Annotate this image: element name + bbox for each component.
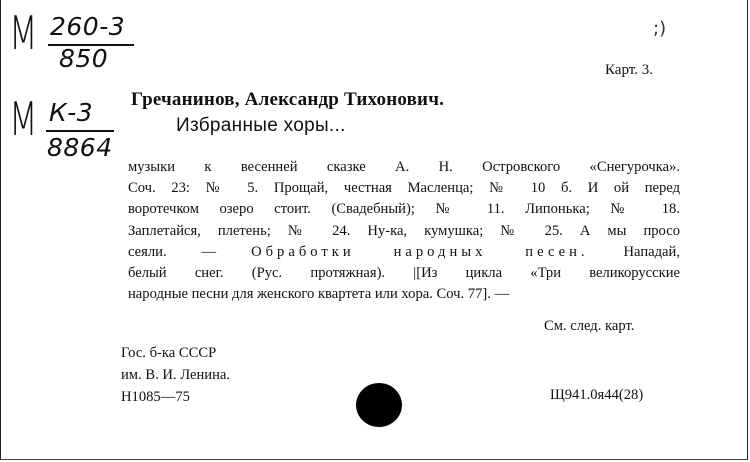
library-name: Гос. б-ка СССР	[121, 345, 217, 361]
description-line: музыки к весенней сказке А. Н. Островского «Снегурочка».	[128, 159, 680, 175]
line-part: Нападай,	[623, 243, 680, 260]
catalog-code: Щ941.0я44(28)	[550, 387, 644, 403]
author-heading: Гречанинов, Александр Тихонович.	[131, 89, 445, 110]
print-code: Н1085—75	[121, 389, 190, 405]
work-title: Избранные хоры...	[176, 115, 346, 136]
shelfmark-letter-2: М	[9, 92, 38, 146]
spaced-heading: Обработки народных песен.	[251, 243, 589, 260]
description-line: народные песни для женского квартета или хора. Соч. 77]. —	[128, 286, 510, 303]
library-name-cont: им. В. И. Ленина.	[121, 367, 231, 383]
line-part: сеяли. —	[128, 243, 217, 260]
description-text	[128, 157, 680, 305]
punch-hole	[356, 383, 402, 427]
description-line: Заплетайся, плетень; № 24. Ну-ка, кумушка; № 25. А мы просо	[128, 222, 680, 239]
card-number: Карт. 3.	[605, 62, 653, 78]
description-line: Соч. 23: № 5. Прощай, честная Масленца; № 10 б. И ой перед	[128, 180, 680, 197]
see-next-card: См. след. карт.	[544, 318, 635, 334]
description-line: воротечком озеро стоит. (Свадебный); № 11. Липонька; № 18.	[128, 201, 680, 218]
shelfmark-letter-1: М	[9, 6, 38, 60]
shelfmark-code-2: К-3	[49, 98, 94, 127]
shelfmark-number-2: 8864	[47, 133, 113, 162]
shelfmark-divider-2	[46, 130, 114, 132]
description-line: белый снег. (Рус. протяжная). |[Из цикла «Три великорусские	[128, 265, 680, 282]
corner-mark: ;)	[653, 18, 667, 39]
description-line	[128, 242, 680, 263]
shelfmark-number-1: 850	[59, 44, 109, 73]
shelfmark-code-1: 260-3	[50, 12, 126, 41]
